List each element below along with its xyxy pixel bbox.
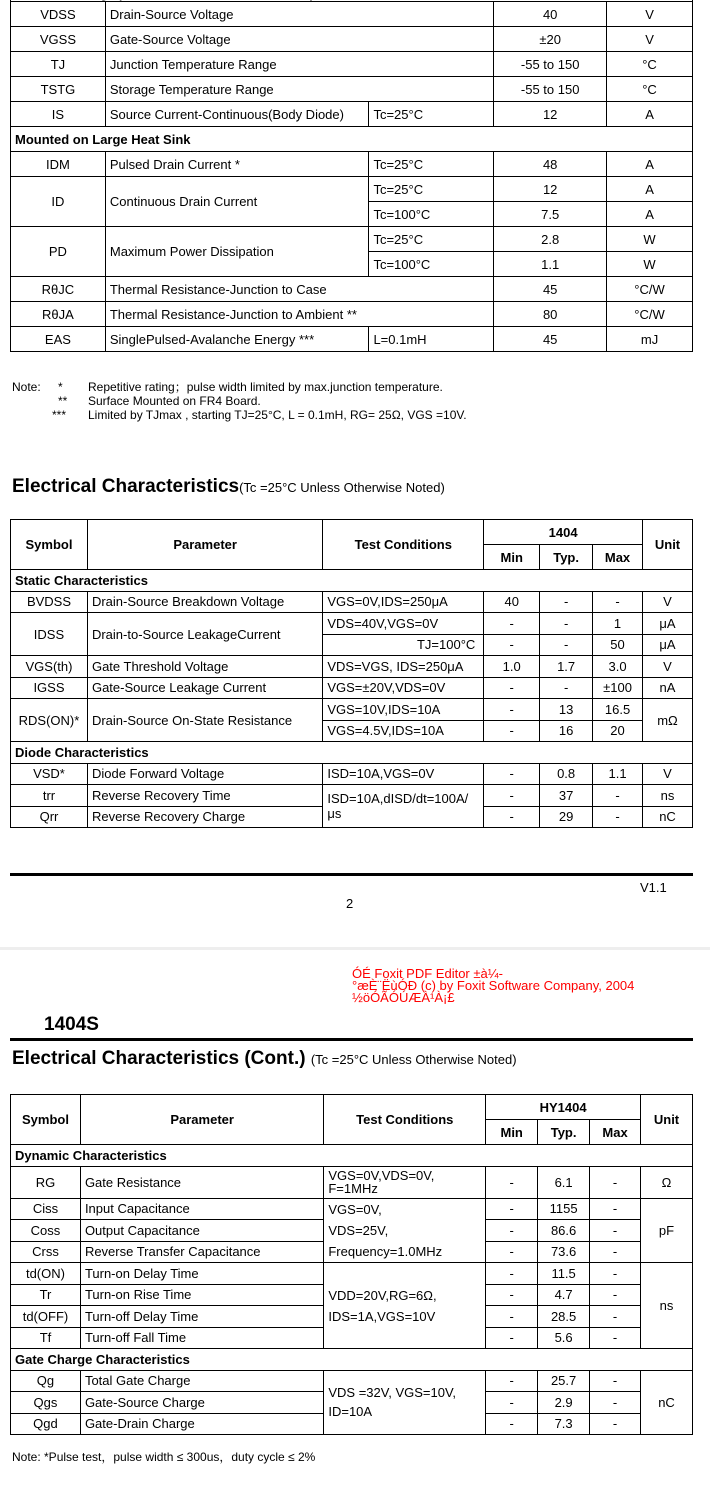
ratings-notes: Note: * Repetitive rating；pulse width limited by max.junction temperature. ** Surface Mounted on FR4 Board. *** Limited by TJmax , starting TJ=25°C, L = 0.1mH, RG= 25Ω, VGS =10V. (12, 380, 467, 422)
table-row: RθJA Thermal Resistance-Junction to Ambient ** 80 °C/W (11, 302, 693, 327)
section-heading: Electrical Characteristics (Cont.) (Tc =25°C Unless Otherwise Noted) (12, 1048, 517, 1069)
table-row: Qgd Gate-Drain Charge - 7.3 - (11, 1413, 693, 1435)
table-row: VSD* Diode Forward Voltage ISD=10A,VGS=0V - 0.8 1.1 V (11, 763, 693, 785)
table-row: Qg Total Gate Charge VDS =32V, VGS=10V, ID=10A - 25.7 - nC (11, 1370, 693, 1392)
section-row: Static Characteristics (11, 570, 693, 592)
table-row: TSTG Storage Temperature Range -55 to 150 °C (11, 77, 693, 102)
table-row: RθJC Thermal Resistance-Junction to Case 45 °C/W (11, 277, 693, 302)
table-row: RG Gate Resistance VGS=0V,VDS=0V, F=1MHz - 6.1 - Ω (11, 1166, 693, 1198)
table-row: trr Reverse Recovery Time ISD=10A,dISD/dt=100A/μs - 37 - ns (11, 785, 693, 807)
table-row: VGS(th) Gate Threshold Voltage VDS=VGS, IDS=250μA 1.0 1.7 3.0 V (11, 656, 693, 678)
table-row: BVDSS Drain-Source Breakdown Voltage VGS=0V,IDS=250μA 40 - - V (11, 591, 693, 613)
table-row: VGS=4.5V,IDS=10A - 16 20 (11, 720, 693, 742)
section-row: Dynamic Characteristics (11, 1145, 693, 1167)
note-label: Note: (12, 380, 41, 394)
table-row: IDSS Drain-to-Source LeakageCurrent VDS=40V,VGS=0V - - 1 μA (11, 613, 693, 635)
table-row: IGSS Gate-Source Leakage Current VGS=±20V,VDS=0V - - ±100 nA (11, 677, 693, 699)
section-heading: Electrical Characteristics(Tc =25°C Unless Otherwise Noted) (12, 476, 445, 497)
section-row: Gate Charge Characteristics (11, 1349, 693, 1371)
table-row: td(OFF) Turn-off Delay Time - 28.5 - (11, 1306, 693, 1328)
electrical-cont-table: Symbol Parameter Test Conditions HY1404 Unit Min Typ. Max Dynamic Characteristics RG Gate Resistance VGS=0V,VDS=0V, F=1MHz - 6.1 - Ω Ciss Input Capacitance VGS=0V, - 1155 - pF Coss Output Capacitance VDS=25V, - 86.6 - Crss Reverse Transfer Capacitance Frequency=1.0MHz - 73.6 - td(ON) Turn-on Delay Time VDD=20V,RG=6Ω, IDS=1A,VGS=10V - 11.5 - ns Tr Turn-on Rise Time - 4.7 - td(OFF) Turn-off Delay Time - 28.5 - Tf Turn-off Fall Time - 5.6 - Gate Charge Characteristics Qg Total Gate Charge VDS =32V, VGS=10V, ID=10A - 25.7 - nC Qgs Gate-Source Charge - 2.9 - Qgd Gate-Drain Charge - 7.3 - (10, 1094, 693, 1435)
table-row: Coss Output Capacitance VDS=25V, - 86.6 - (11, 1220, 693, 1242)
table-row: TJ Junction Temperature Range -55 to 150 °C (11, 52, 693, 77)
table-row: Tf Turn-off Fall Time - 5.6 - (11, 1327, 693, 1349)
table-row: Ciss Input Capacitance VGS=0V, - 1155 - pF (11, 1198, 693, 1220)
table-row: TJ=100°C - - 50 μA (11, 634, 693, 656)
table-row: Tc=100°C 1.1 W (11, 252, 693, 277)
part-title: 1404S (44, 1014, 99, 1035)
ratings-table (10, 0, 693, 352)
page-divider (0, 947, 710, 950)
table-row: PD Maximum Power Dissipation Tc=25°C 2.8 W (11, 227, 693, 252)
header-rule (10, 1038, 693, 1041)
table-row: RDS(ON)* Drain-Source On-State Resistance VGS=10V,IDS=10A - 13 16.5 mΩ (11, 699, 693, 721)
table-row: Qgs Gate-Source Charge - 2.9 - (11, 1392, 693, 1414)
table-row: Tr Turn-on Rise Time - 4.7 - (11, 1284, 693, 1306)
pulse-note: Note: *Pulse test，pulse width ≤ 300us，duty cycle ≤ 2% (12, 1450, 316, 1464)
table-row: Tc=100°C 7.5 A (11, 202, 693, 227)
table-row: Crss Reverse Transfer Capacitance Frequency=1.0MHz - 73.6 - (11, 1241, 693, 1263)
page-number: 2 (346, 896, 354, 911)
table-row: Qrr Reverse Recovery Charge - 29 - nC (11, 806, 693, 828)
table-row: VGSS Gate-Source Voltage ±20 V (11, 27, 693, 52)
table-row: EAS SinglePulsed-Avalanche Energy *** L=0.1mH 45 mJ (11, 327, 693, 352)
section-row: Mounted on Large Heat Sink (11, 127, 693, 152)
table-row: td(ON) Turn-on Delay Time VDD=20V,RG=6Ω, IDS=1A,VGS=10V - 11.5 - ns (11, 1263, 693, 1285)
table-row: IDM Pulsed Drain Current * Tc=25°C 48 A (11, 152, 693, 177)
footer-rule (10, 873, 693, 876)
version-label: V1.1 (640, 880, 667, 895)
section-row: Diode Characteristics (11, 742, 693, 764)
table-row: ID Continuous Drain Current Tc=25°C 12 A (11, 177, 693, 202)
foxit-watermark: ÓÉ Foxit PDF Editor ±à¼- °æÈ¨ËùÓÐ (c) by Foxit Software Company, 2004 ½öÓÃÓÚÆÀ¹À¡£ (352, 966, 635, 1005)
table-row: VDSS Drain-Source Voltage 40 V (11, 2, 693, 27)
table-row: IS Source Current-Continuous(Body Diode) Tc=25°C 12 A (11, 102, 693, 127)
electrical-table: Symbol Parameter Test Conditions 1404 Unit Min Typ. Max Static Characteristics BVDSS Drain-Source Breakdown Voltage VGS=0V,IDS=250μA 40 - - V IDSS Drain-to-Source LeakageCurrent VDS=40V,VGS=0V - - 1 μA TJ=100°C - - 50 μA VGS(th) Gate Threshold Voltage VDS=VGS, IDS=250μA 1.0 1.7 3.0 V IGSS Gate-Source Leakage Current VGS=±20V,VDS=0V - - ±100 nA RDS(ON)* Drain-Source On-State Resistance VGS=10V,IDS=10A - 13 16.5 mΩ VGS=4.5V,IDS=10A - 16 20 Diode Characteristics VSD* Diode Forward Voltage ISD=10A,VGS=0V - 0.8 1.1 V trr Reverse Recovery Time ISD=10A,dISD/dt=100A/μs - 37 - ns Qrr Reverse Recovery Charge - 29 - nC (10, 519, 693, 828)
